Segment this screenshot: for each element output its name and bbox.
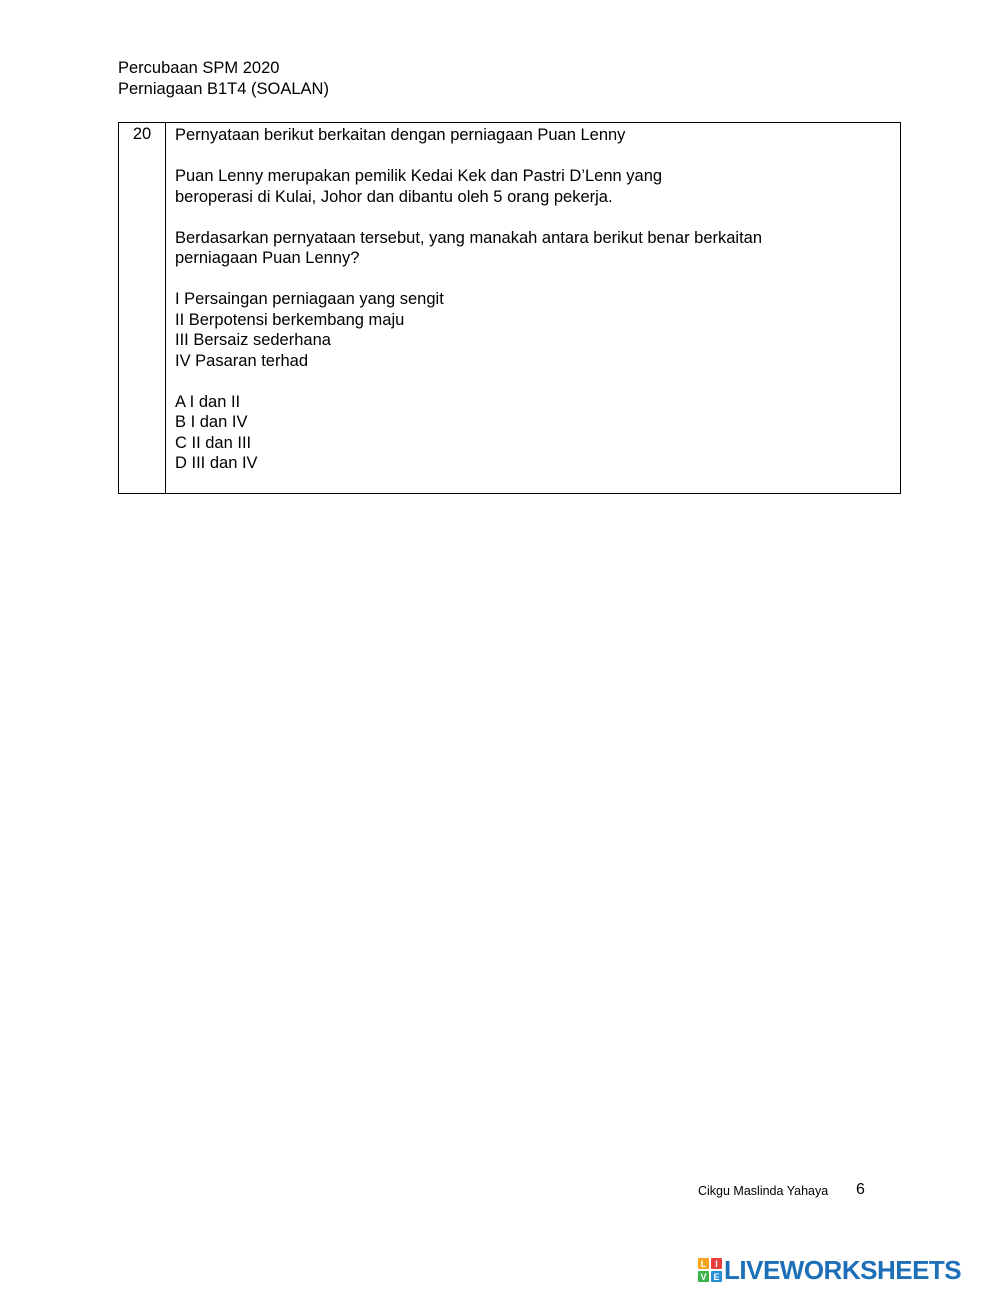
page-number: 6 [856,1181,865,1198]
prompt-line: Berdasarkan pernyataan tersebut, yang manakah antara berikut benar berkaitan [175,228,763,247]
question-body [175,125,890,494]
statement-items [175,289,890,371]
option-d: D III dan IV [175,454,258,472]
option-b: B I dan IV [175,413,248,431]
document-header [118,58,329,100]
statement-line: Puan Lenny merupakan pemilik Kedai Kek dan Pastri D’Lenn yang [175,167,663,185]
question-intro: Pernyataan berikut berkaitan dengan perniagaan Puan Lenny [175,126,626,144]
header-exam-title: Percubaan SPM 2020 [118,59,280,77]
logo-letter-v: V [698,1271,709,1282]
logo-letter-e: E [711,1271,722,1282]
statement-item-iii: III Bersaiz sederhana [175,331,331,349]
brand-name: LIVEWORKSHEETS [724,1254,962,1285]
question-statement [175,166,890,207]
logo-letter-l: L [698,1258,709,1269]
answer-options [175,392,890,474]
logo-letter-i: I [711,1258,722,1269]
statement-item-iv: IV Pasaran terhad [175,351,308,370]
liveworksheets-logo-icon [698,1258,722,1282]
option-a: A I dan II [175,392,241,411]
option-c: C II dan III [175,433,252,452]
question-table [118,122,901,494]
question-prompt [175,228,890,269]
question-number: 20 [119,123,166,493]
liveworksheets-brand [698,1254,962,1285]
footer-author: Cikgu Maslinda Yahaya [698,1184,829,1198]
statement-item-i: I Persaingan perniagaan yang sengit [175,290,444,308]
prompt-line: perniagaan Puan Lenny? [175,249,360,267]
statement-line: beroperasi di Kulai, Johor dan dibantu oleh 5 orang pekerja. [175,187,613,206]
header-subject: Perniagaan B1T4 (SOALAN) [118,80,329,98]
statement-item-ii: II Berpotensi berkembang maju [175,310,405,329]
